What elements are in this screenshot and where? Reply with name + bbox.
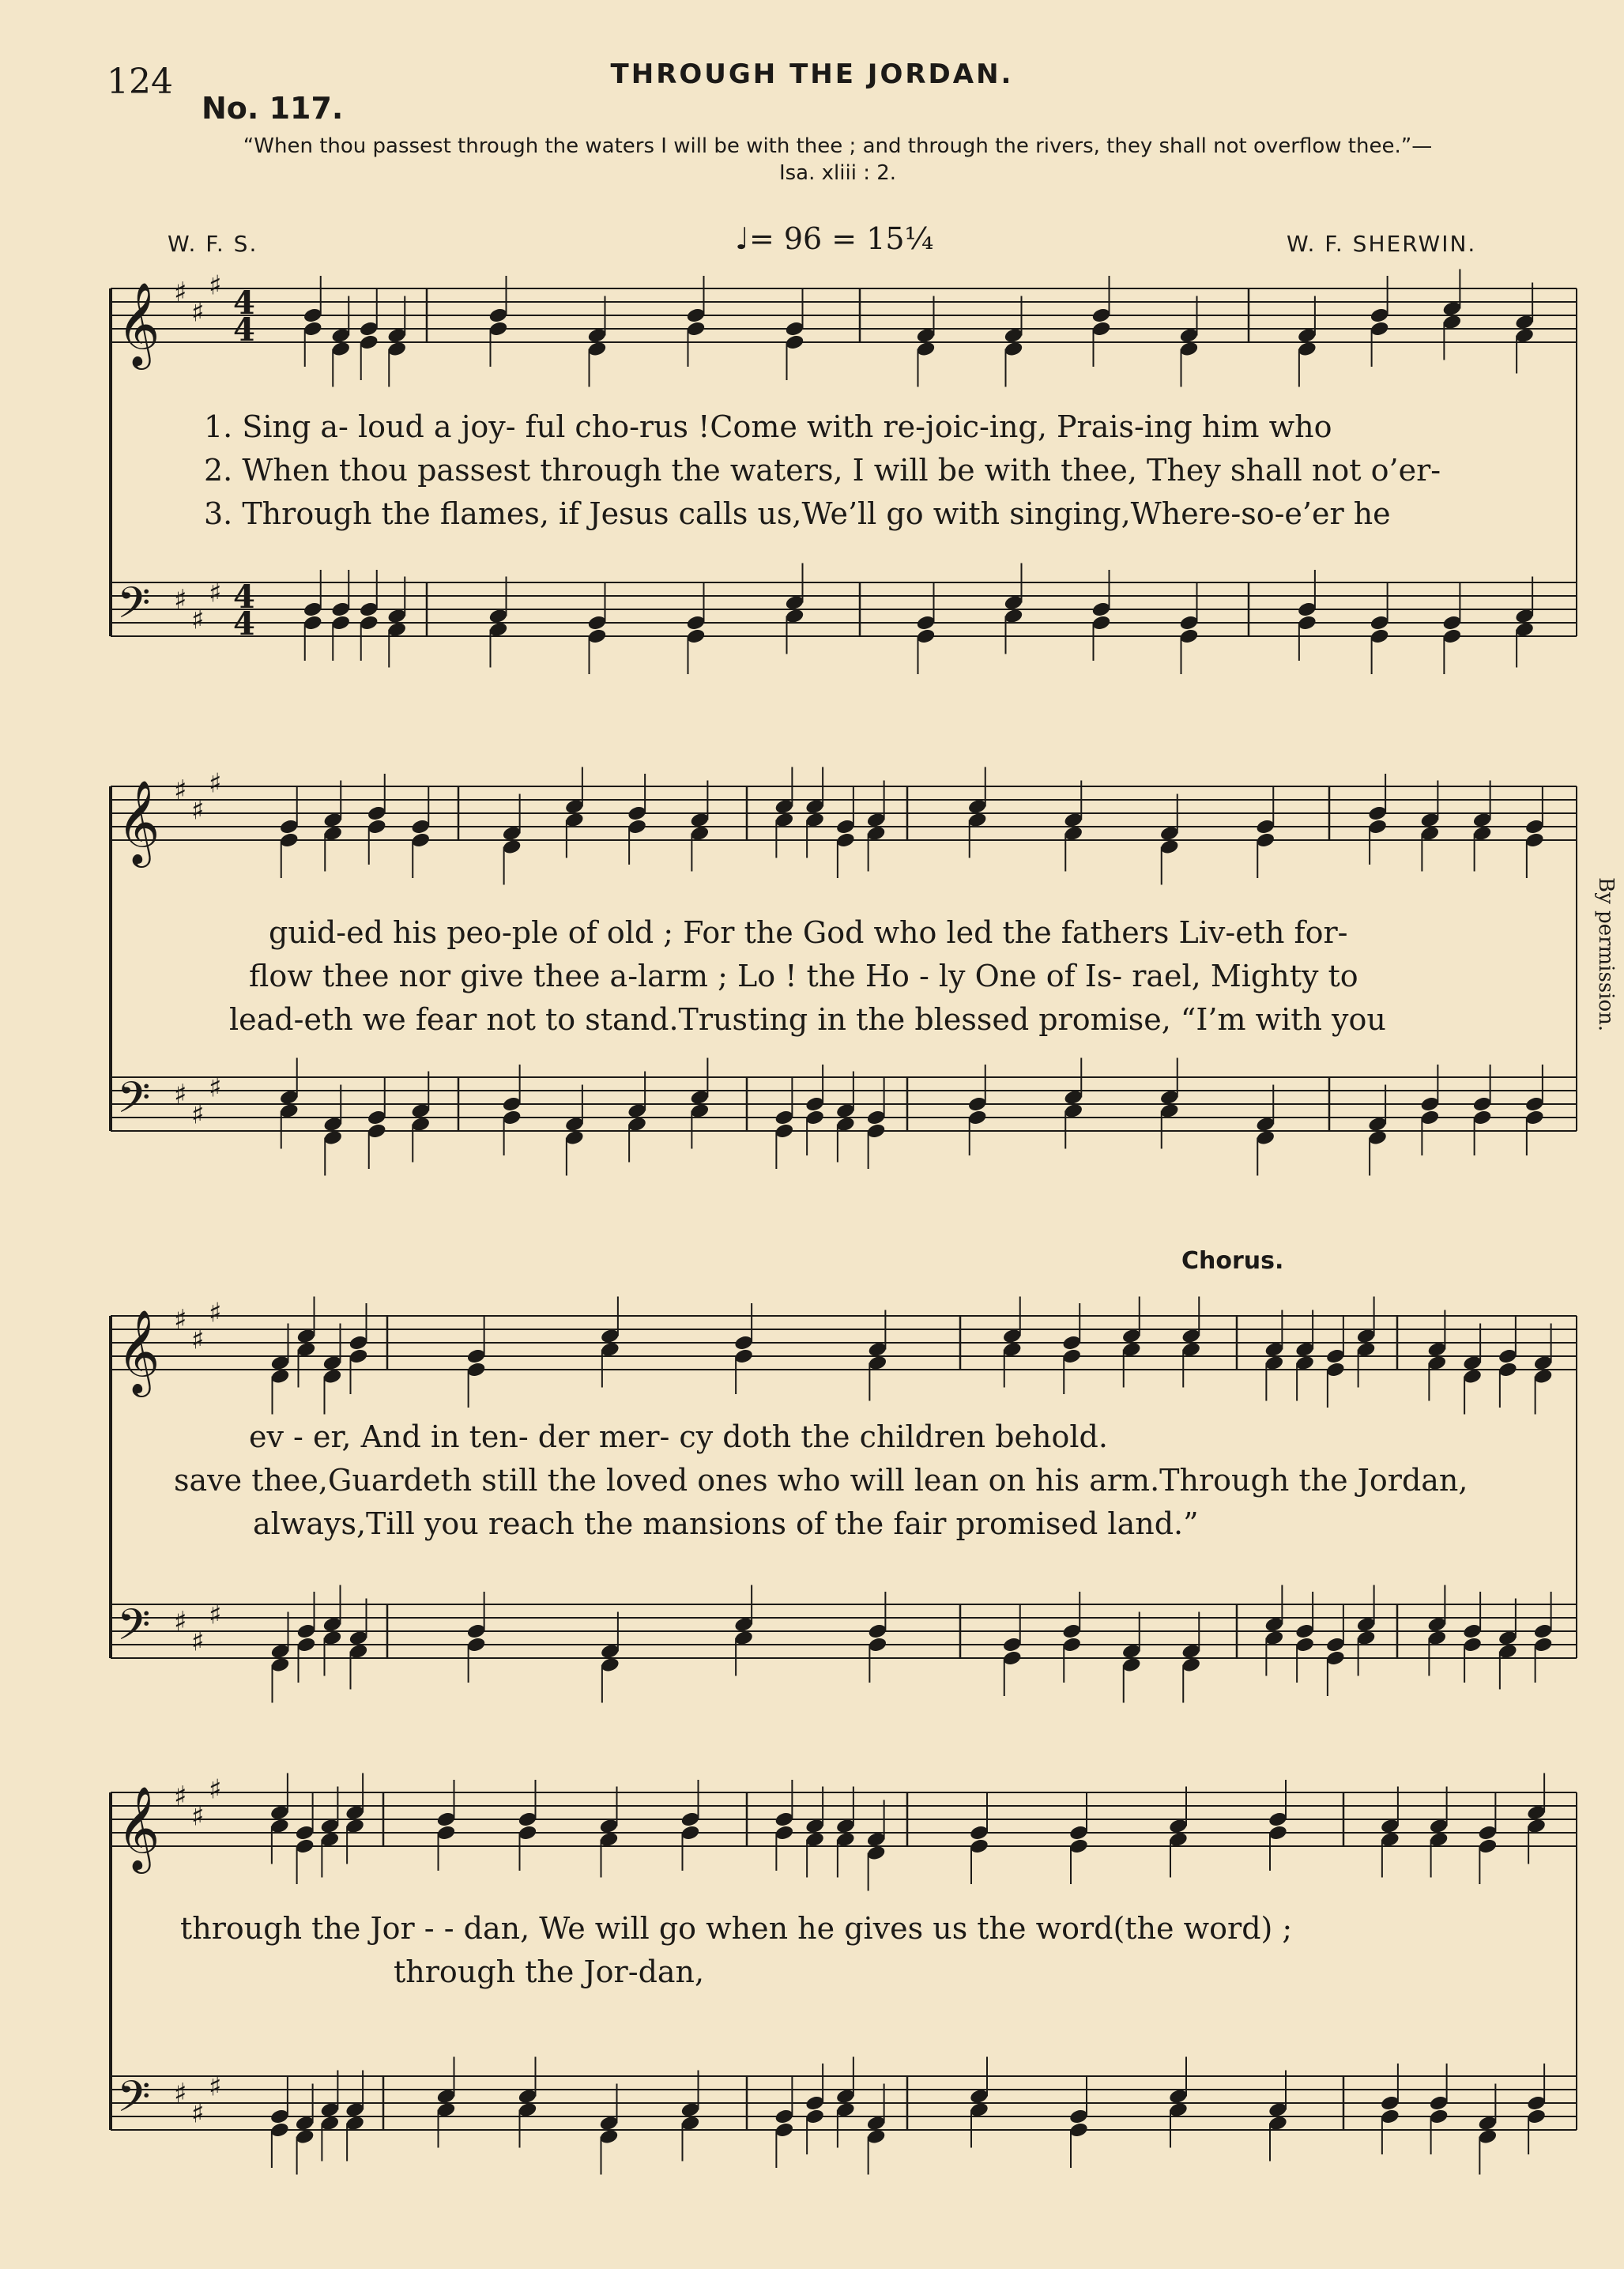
sharp-icon: ♯ [209,1599,222,1631]
sharp-icon: ♯ [209,1072,222,1104]
time-signature-numerator: 4 [233,285,255,322]
time-signature-denominator: 4 [233,311,255,349]
sharp-icon: ♯ [209,767,222,800]
sharp-icon: ♯ [209,269,222,302]
sharp-icon: ♯ [191,296,205,329]
system4-line1: through the Jor - - dan, We will go when he gives us the word(the word) ; [180,1911,1293,1946]
system3-verse1: ev - er, And in ten- der mer- cy doth the children behold. [249,1419,1108,1454]
system3-verse2: save thee,Guardeth still the loved ones who will lean on his arm.Through the Jordan, [174,1463,1468,1498]
epigraph-reference: Isa. xliii : 2. [778,161,897,185]
quarter-note-icon: ♩ [735,221,749,256]
sharp-icon: ♯ [174,1079,187,1110]
composer-credit: W. F. SHERWIN. [1287,231,1477,257]
system2-verse2: flow thee nor give thee a-larm ; Lo ! the Ho - ly One of Is- rael, Mighty to [249,959,1358,993]
sharp-icon: ♯ [191,1099,205,1131]
system1-verse3: 3. Through the flames, if Jesus calls us,We’ll go with singing,Where-so-e’er he [204,496,1391,531]
tempo-text: = 96 = 15¼ [748,221,934,256]
sharp-icon: ♯ [191,1800,205,1833]
sharp-icon: ♯ [191,604,205,636]
epigraph-text: “When thou passest through the waters I will be with thee ; and through the rivers, they shall not overflow thee.”— [243,134,1433,158]
hymn-number: No. 117. [202,91,344,126]
sharp-icon: ♯ [209,1773,222,1806]
sharp-icon: ♯ [209,2071,222,2103]
system1-verse2: 2. When thou passest through the waters, I will be with thee, They shall not o’er- [204,453,1441,488]
sharp-icon: ♯ [209,1297,222,1329]
page-number: 124 [107,62,173,102]
treble-clef-icon: 𝄞 [117,779,160,864]
sharp-icon: ♯ [209,577,222,609]
system3-verse3: always,Till you reach the mansions of the fair promised land.” [253,1506,1199,1541]
permission-note: By permission. [1594,877,1618,1032]
sharp-icon: ♯ [191,1626,205,1658]
system2-verse1: guid-ed his peo-ple of old ; For the God who led the fathers Liv-eth for- [269,915,1348,950]
bass-clef-icon: 𝄢 [117,2071,151,2132]
bass-clef-icon: 𝄢 [117,1600,151,1660]
time-signature-denominator: 4 [233,605,255,643]
sharp-icon: ♯ [174,2078,187,2109]
system1-verse1: 1. Sing a- loud a joy- ful cho-rus !Come with re-joic-ing, Prais-ing him who [204,409,1332,444]
sharp-icon: ♯ [191,2098,205,2130]
sharp-icon: ♯ [174,775,187,806]
bass-clef-icon: 𝄢 [117,578,151,639]
hymn-title: THROUGH THE JORDAN. [610,58,1014,90]
chorus-label: Chorus. [1181,1247,1284,1275]
system2-verse3: lead-eth we fear not to stand.Trusting in the blessed promise, “I’m with you [229,1002,1386,1037]
bass-clef-icon: 𝄢 [117,1072,151,1133]
sharp-icon: ♯ [174,1304,187,1336]
sharp-icon: ♯ [174,277,187,308]
sharp-icon: ♯ [174,1781,187,1812]
treble-clef-icon: 𝄞 [117,1309,160,1393]
system4-line2: through the Jor-dan, [394,1954,705,1989]
sharp-icon: ♯ [174,1606,187,1638]
treble-clef-icon: 𝄞 [117,281,160,366]
sharp-icon: ♯ [191,794,205,827]
sharp-icon: ♯ [174,584,187,616]
time-signature-numerator: 4 [233,579,255,616]
treble-clef-icon: 𝄞 [117,1785,160,1870]
lyricist-credit: W. F. S. [168,231,258,257]
sharp-icon: ♯ [191,1324,205,1356]
